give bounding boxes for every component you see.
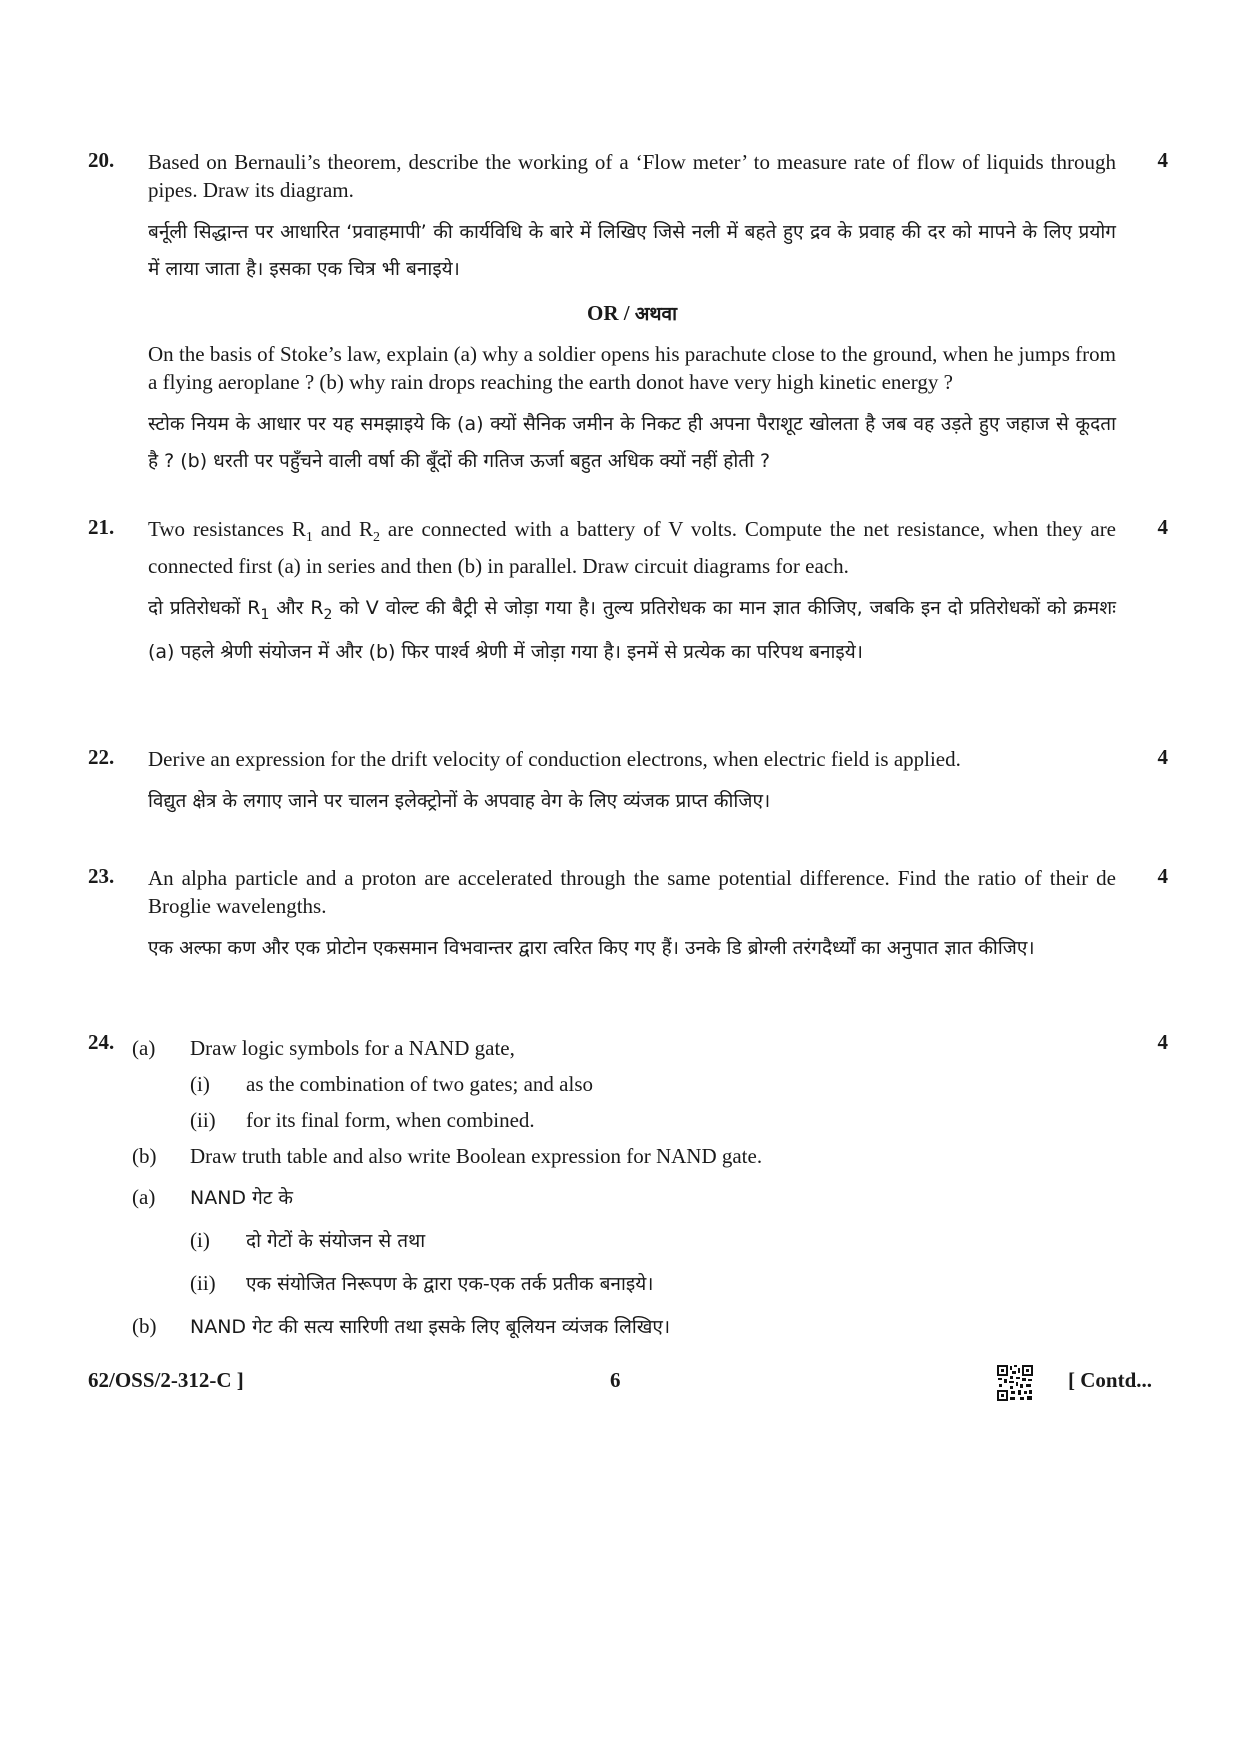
question-text-hi: बर्नूली सिद्धान्त पर आधारित ‘प्रवाहमापी’ की कार्यविधि के बारे में लिखिए जिसे नली में बहते हुए द्रव के प्रवाह की दर को मापने के लिए प्रयोग में लाया जाता है। इसका एक चित्र भी बनाइये। bbox=[148, 221, 1116, 280]
question-24 bbox=[88, 1030, 1168, 1346]
marks: 4 bbox=[1157, 515, 1168, 539]
part-a-ii-en bbox=[190, 1102, 1116, 1138]
or-separator bbox=[148, 300, 1116, 326]
part-text: NAND गेट की सत्य सारिणी तथा इसके लिए बूलियन व्यंजक लिखिए। bbox=[190, 1316, 671, 1338]
part-label: (a) bbox=[132, 1185, 156, 1209]
question-number: 23. bbox=[88, 864, 115, 888]
question-text-en bbox=[148, 515, 1116, 580]
part-text: Draw truth table and also write Boolean expression for NAND gate. bbox=[190, 1144, 763, 1168]
subpart-label: (i) bbox=[190, 1072, 210, 1096]
question-number: 24. bbox=[88, 1030, 115, 1054]
subpart-text: दो गेटों के संयोजन से तथा bbox=[246, 1230, 426, 1252]
marks: 4 bbox=[1157, 1030, 1168, 1054]
question-number: 21. bbox=[88, 515, 115, 539]
marks: 4 bbox=[1157, 745, 1168, 769]
subpart-text: एक संयोजित निरूपण के द्वारा एक-एक तर्क प्रतीक बनाइये। bbox=[246, 1273, 654, 1295]
text-segment: are connected with a battery of V volts. Compute the net resistance, when they are connected first (a) in series and then (b) in parallel. Draw circuit diagrams for each. bbox=[148, 517, 1117, 579]
question-text-hi bbox=[148, 590, 1116, 671]
marks: 4 bbox=[1157, 864, 1168, 888]
paper-code: 62/OSS/2-312-C ] bbox=[88, 1368, 244, 1392]
part-b-en bbox=[132, 1138, 1116, 1174]
question-22 bbox=[88, 745, 1168, 828]
text-segment: और R bbox=[269, 597, 324, 620]
subpart-label: (ii) bbox=[190, 1108, 216, 1132]
part-a-en bbox=[132, 1030, 1116, 1066]
qr-code-icon bbox=[996, 1364, 1034, 1402]
text-segment: Two resistances R bbox=[148, 517, 306, 541]
text-segment: दो प्रतिरोधकों R bbox=[148, 597, 261, 620]
question-23 bbox=[88, 864, 1168, 975]
marks: 4 bbox=[1157, 148, 1168, 172]
page-footer bbox=[88, 1368, 1152, 1408]
page-number: 6 bbox=[610, 1368, 621, 1392]
part-label: (b) bbox=[132, 1144, 157, 1168]
question-number: 20. bbox=[88, 148, 115, 172]
subscript: 2 bbox=[372, 530, 380, 546]
part-label: (a) bbox=[132, 1036, 156, 1060]
question-text-hi: विद्युत क्षेत्र के लगाए जाने पर चालन इलेक्ट्रोनों के अपवाह वेग के लिए व्यंजक प्राप्त कीजिए। bbox=[148, 790, 771, 812]
part-b-hi bbox=[132, 1307, 1116, 1346]
subscript: 1 bbox=[260, 606, 270, 623]
alternate-question-text-hi: स्टोक नियम के आधार पर यह समझाइये कि (a) क्यों सैनिक जमीन के निकट ही अपना पैराशूट खोलता है जब वह उड़ते हुए जहाज से कूदता है ? (b) धरती पर पहुँचने वाली वर्षा की बूँदों की गतिज ऊर्जा बहुत अधिक क्यों नहीं होती ? bbox=[148, 413, 1116, 472]
part-text: Draw logic symbols for a NAND gate, bbox=[190, 1036, 515, 1060]
part-label: (b) bbox=[132, 1314, 157, 1338]
part-a-ii-hi bbox=[190, 1264, 1116, 1303]
question-text-en: An alpha particle and a proton are accelerated through the same potential difference. Find the ratio of their de Broglie wavelengths. bbox=[148, 866, 1116, 918]
continued-label: [ Contd... bbox=[1067, 1368, 1152, 1392]
part-a-hi bbox=[132, 1178, 1116, 1217]
subpart-text: for its final form, when combined. bbox=[246, 1108, 535, 1132]
text-segment: and R bbox=[312, 517, 373, 541]
question-text-en: Derive an expression for the drift velocity of conduction electrons, when electric field is applied. bbox=[148, 747, 961, 771]
question-21 bbox=[88, 515, 1168, 679]
subpart-label: (i) bbox=[190, 1228, 210, 1252]
question-text-en: Based on Bernauli’s theorem, describe the working of a ‘Flow meter’ to measure rate of flow of liquids through pipes. Draw its diagram. bbox=[148, 150, 1116, 202]
part-a-i-en bbox=[190, 1066, 1116, 1102]
question-number: 22. bbox=[88, 745, 115, 769]
or-label-hi: अथवा bbox=[634, 303, 677, 325]
subpart-label: (ii) bbox=[190, 1271, 216, 1295]
alternate-question-text-en: On the basis of Stoke’s law, explain (a) why a soldier opens his parachute close to the ground, when he jumps from a flying aeroplane ? (b) why rain drops reaching the earth donot have very high kinetic energy ? bbox=[148, 342, 1116, 394]
text-segment: को V वोल्ट की बैट्री से जोड़ा गया है। तुल्य प्रतिरोधक का मान ज्ञात कीजिए, जबकि इन दो प्रतिरोधकों को क्रमशः (a) पहले श्रेणी संयोजन में और (b) फिर पार्श्व श्रेणी में जोड़ा गया है। इनमें से प्रत्येक का परिपथ बनाइये। bbox=[148, 597, 1117, 663]
part-a-i-hi bbox=[190, 1221, 1116, 1260]
subscript: 1 bbox=[305, 530, 313, 546]
or-label-en: OR / bbox=[587, 301, 635, 325]
question-20 bbox=[88, 148, 1168, 488]
question-text-hi: एक अल्फा कण और एक प्रोटोन एकसमान विभवान्तर द्वारा त्वरित किए गए हैं। उनके डि ब्रोग्ली तरंगदैर्ध्यों का अनुपात ज्ञात कीजिए। bbox=[148, 937, 1035, 959]
part-text: NAND गेट के bbox=[190, 1187, 293, 1209]
subpart-text: as the combination of two gates; and also bbox=[246, 1072, 594, 1096]
subscript: 2 bbox=[323, 606, 333, 623]
